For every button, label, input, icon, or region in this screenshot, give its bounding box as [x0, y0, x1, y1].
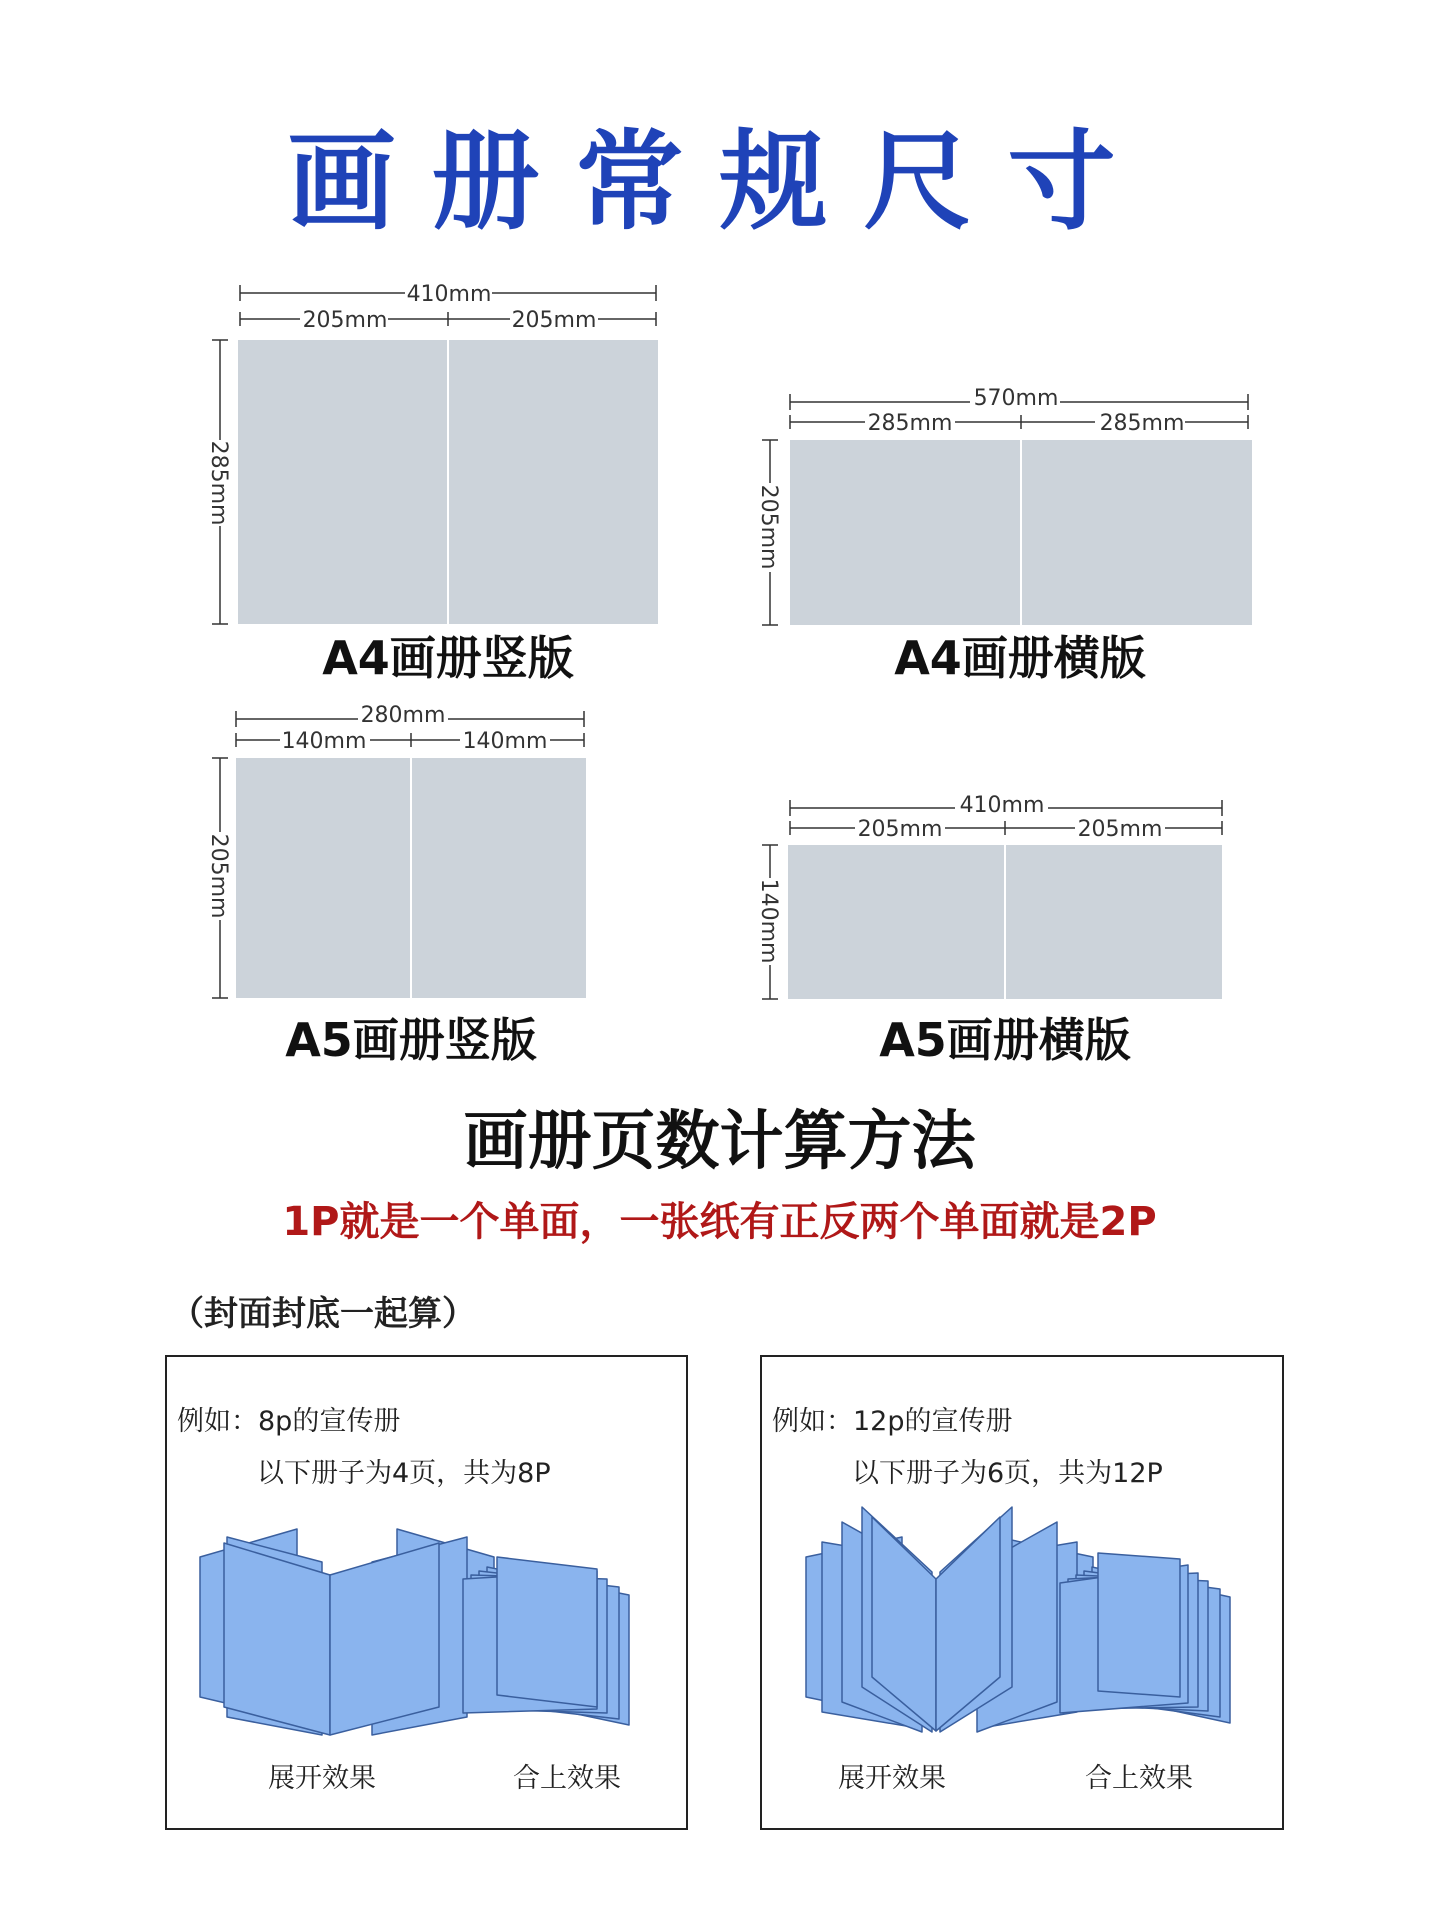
a4-landscape-diagram [756, 386, 1252, 625]
a5-portrait-right-width: 140mm [462, 729, 548, 754]
a4-landscape-height: 205mm [756, 484, 781, 570]
cover-note: （封面封底一起算） [170, 1294, 476, 1334]
example-12p-box [760, 1355, 1284, 1830]
a5-portrait-diagram [206, 703, 586, 998]
open-effect-label: 展开效果 [838, 1763, 946, 1794]
a5-landscape-left-width: 205mm [857, 817, 943, 842]
a4-landscape-label: A4画册横版 [894, 631, 1146, 685]
example-subtitle: 以下册子为4页，共为8P [257, 1458, 551, 1489]
closed-booklet-icon [463, 1557, 629, 1725]
closed-booklet-icon [1060, 1553, 1230, 1723]
a4-portrait-height: 285mm [206, 440, 231, 526]
a4-portrait-total-width: 410mm [406, 282, 492, 307]
a5-portrait-left-width: 140mm [281, 729, 367, 754]
open-booklet-icon [806, 1507, 1093, 1732]
example-title: 例如：12p的宣传册 [772, 1406, 1013, 1437]
a5-landscape-label: A5画册横版 [879, 1013, 1131, 1067]
a5-landscape-diagram [756, 793, 1222, 999]
a4-portrait-diagram [206, 282, 658, 624]
example-title: 例如：8p的宣传册 [177, 1406, 401, 1437]
calc-subtitle: 1P就是一个单面，一张纸有正反两个单面就是2P [282, 1199, 1157, 1245]
booklet-illustrations [762, 1357, 1282, 1828]
a5-landscape-height: 140mm [756, 878, 781, 964]
calc-title: 画册页数计算方法 [463, 1105, 976, 1179]
a4-portrait-label: A4画册竖版 [322, 631, 574, 685]
a4-portrait-left-width: 205mm [302, 308, 388, 333]
a4-portrait-right-width: 205mm [511, 308, 597, 333]
a5-portrait-height: 205mm [206, 833, 231, 919]
open-effect-label: 展开效果 [268, 1763, 376, 1794]
a5-portrait-label: A5画册竖版 [285, 1013, 537, 1067]
booklet-illustrations [167, 1357, 686, 1828]
page-title: 画册常规尺寸 [287, 120, 1152, 245]
a4-landscape-left-width: 285mm [867, 411, 953, 436]
a5-landscape-total-width: 410mm [959, 793, 1045, 818]
a5-landscape-right-width: 205mm [1077, 817, 1163, 842]
example-subtitle: 以下册子为6页，共为12P [852, 1458, 1163, 1489]
a5-portrait-total-width: 280mm [360, 703, 446, 728]
closed-effect-label: 合上效果 [1085, 1763, 1193, 1794]
a4-landscape-right-width: 285mm [1099, 411, 1185, 436]
closed-effect-label: 合上效果 [513, 1763, 621, 1794]
example-8p-box [165, 1355, 688, 1830]
a4-landscape-total-width: 570mm [973, 386, 1059, 411]
open-booklet-icon [200, 1529, 494, 1735]
